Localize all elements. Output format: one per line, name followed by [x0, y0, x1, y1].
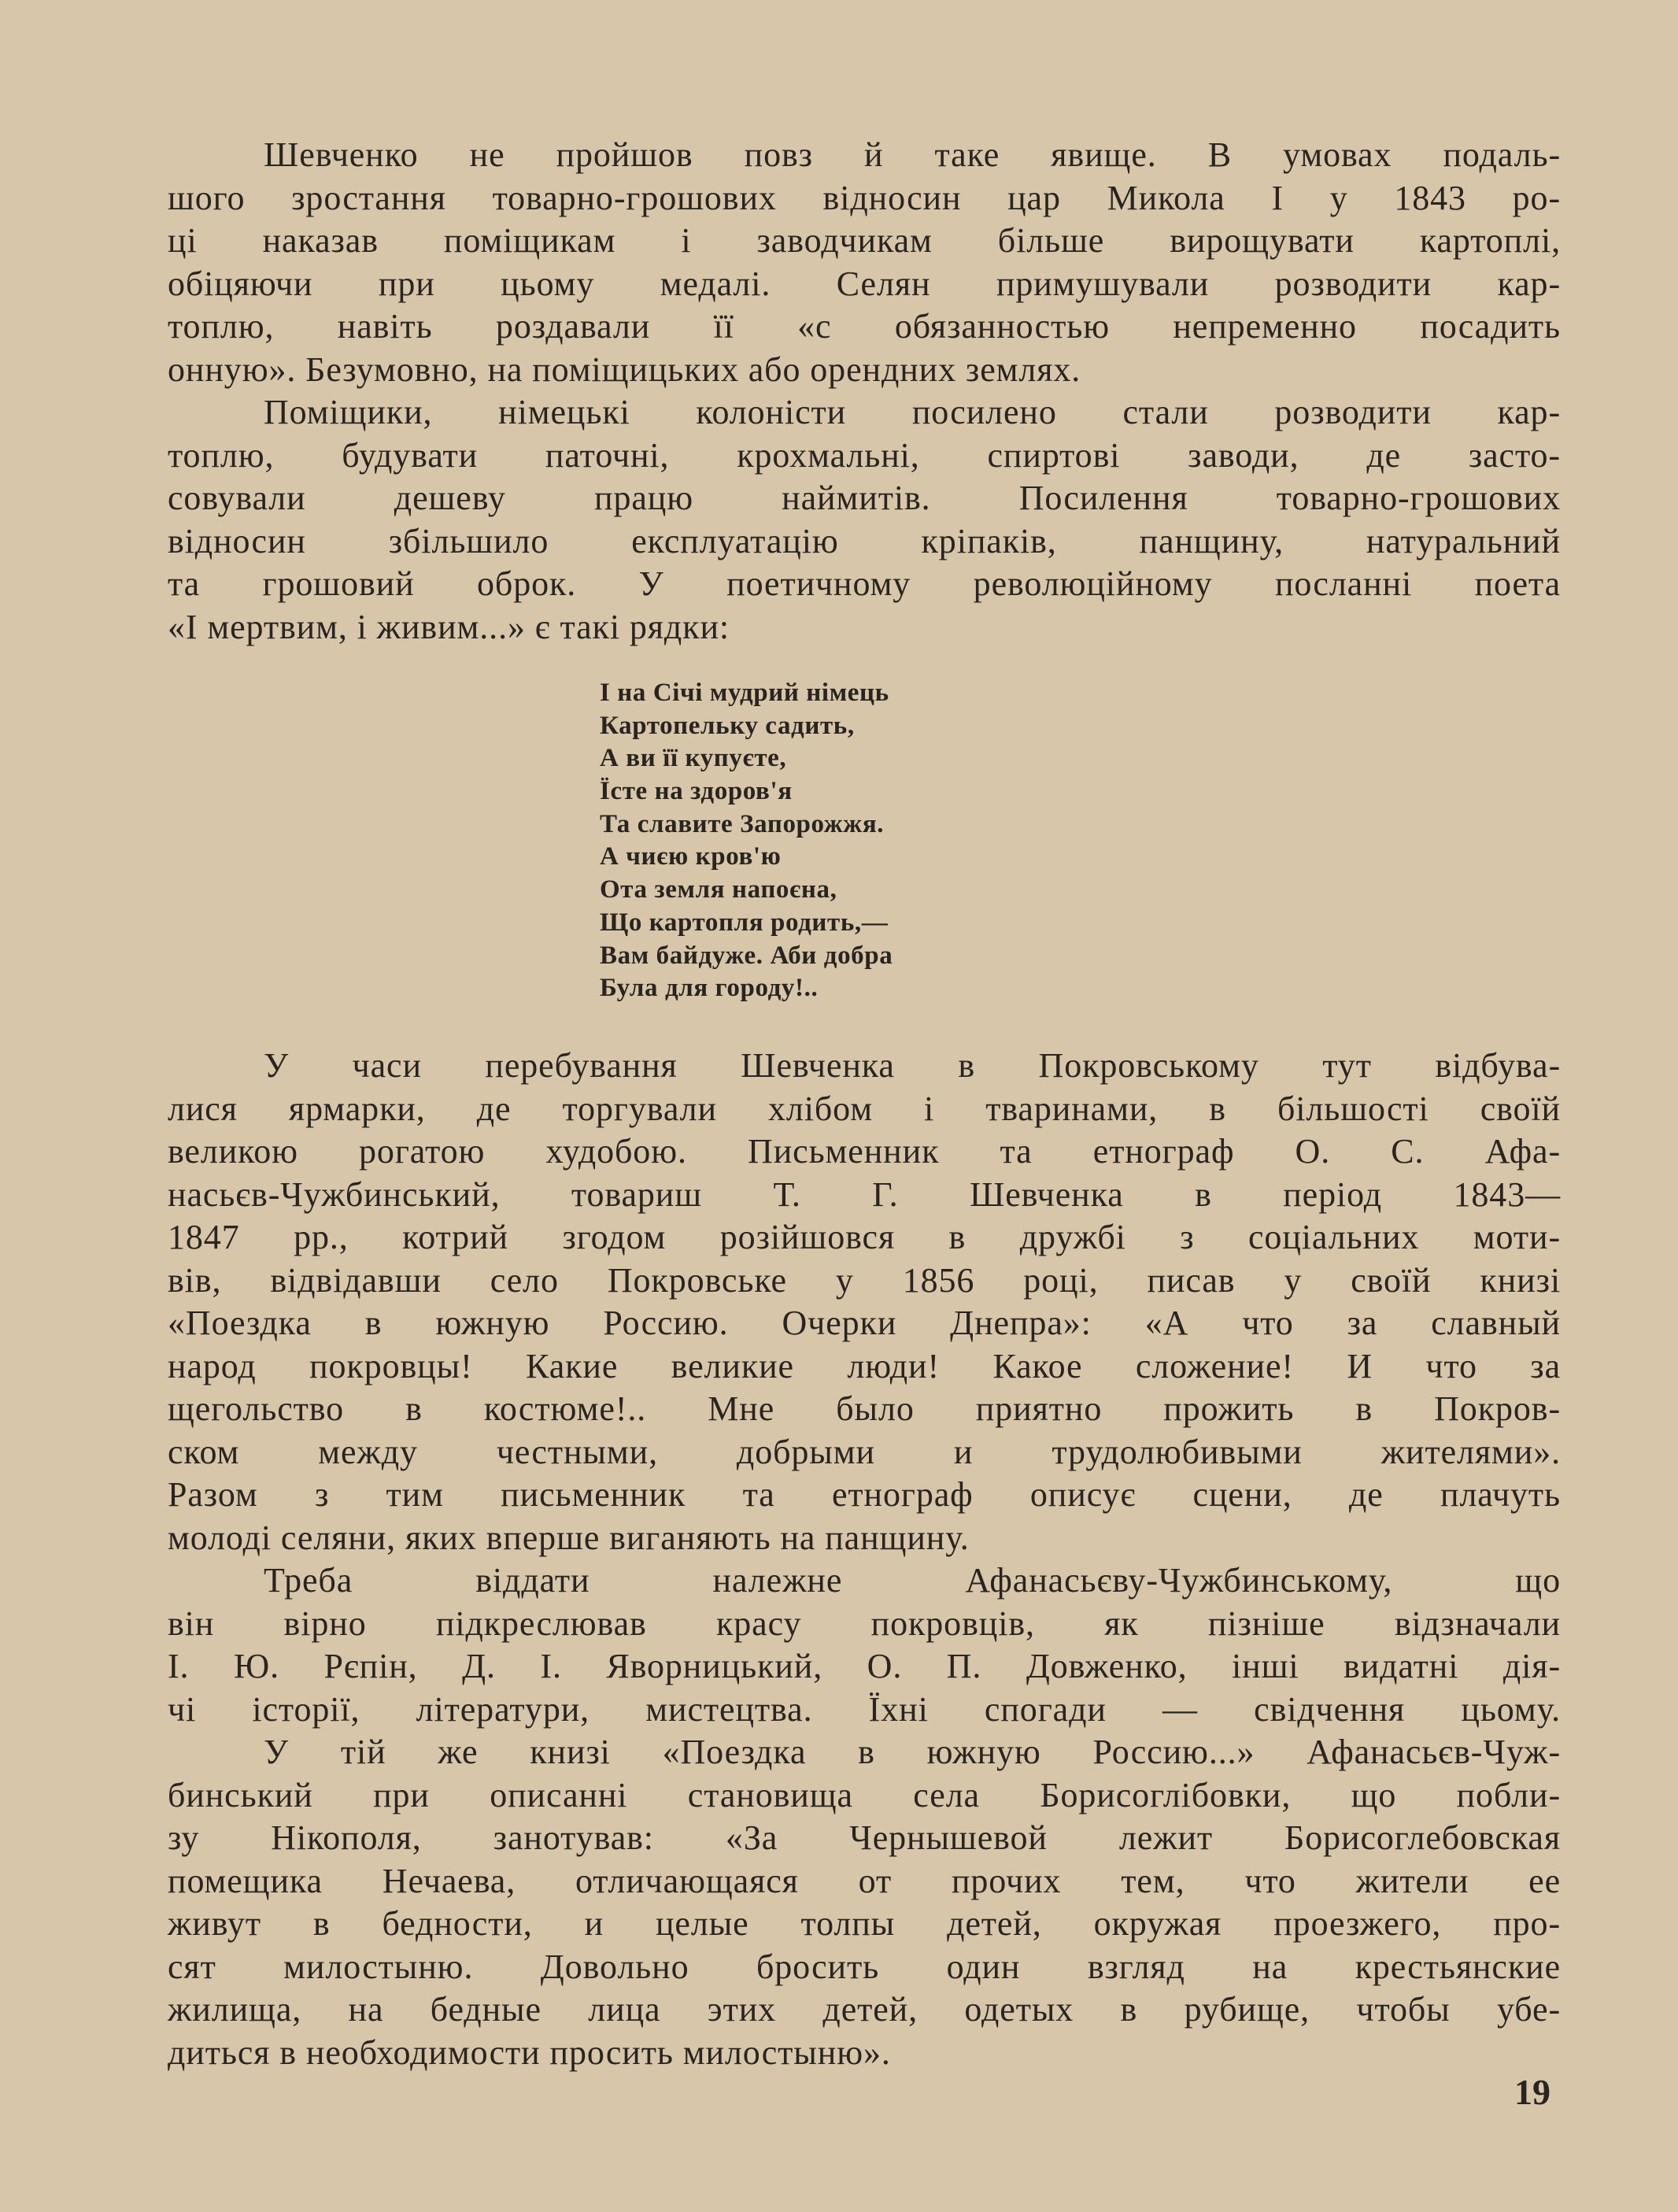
verse-line: І на Січі мудрий німець	[600, 679, 889, 707]
text-line: відносин збільшило експлуатацію кріпаків, панщину, натуральний	[168, 521, 1561, 560]
text-line: топлю, навіть роздавали її «с обязанностью непременно посадить	[168, 307, 1561, 346]
verse-quote	[600, 677, 1151, 1005]
verse-line: Що картопля родить,—	[600, 908, 889, 937]
prose-block-bottom	[168, 1045, 1561, 2074]
paragraph	[168, 134, 1561, 391]
text-line: шого зростання товарно-грошових відносин цар Микола I у 1843 ро-	[168, 178, 1561, 217]
text-line: щегольство в костюме!.. Мне было приятно прожить в Покров-	[168, 1389, 1561, 1428]
text-line: чі історії, літератури, мистецтва. Їхні спогади — свідчення цьому.	[168, 1689, 1561, 1729]
verse-line: А ви її купуєте,	[600, 744, 787, 773]
text-line: Разом з тим письменник та етнограф описує сцени, де плачуть	[168, 1475, 1561, 1514]
prose-block-top	[168, 134, 1561, 649]
text-line: У часи перебування Шевченка в Покровському тут відбува-	[264, 1046, 1561, 1085]
text-line: топлю, будувати паточні, крохмальні, спиртові заводи, де засто-	[168, 435, 1561, 475]
text-line: молоді селяни, яких вперше виганяють на панщину.	[168, 1518, 970, 1557]
verse-line: Вам байдуже. Аби добра	[600, 941, 893, 970]
text-line: ці наказав поміщикам і заводчикам більше вирощувати картоплі,	[168, 221, 1561, 260]
text-line: 1847 рр., котрий згодом розійшовся в дружбі з соціальних моти-	[168, 1218, 1561, 1256]
text-line: онную». Безумовно, на поміщицьких або орендних землях.	[168, 350, 1081, 389]
verse-line: А чиєю кров'ю	[600, 842, 782, 871]
paragraph	[168, 1045, 1561, 1559]
paragraph	[168, 1559, 1561, 1731]
text-line: лися ярмарки, де торгували хлібом і тваринами, в більшості своїй	[168, 1089, 1561, 1128]
text-line: Шевченко не пройшов повз й таке явище. В умовах подаль-	[264, 135, 1561, 174]
verse-line: Та славите Запорожжя.	[600, 809, 885, 838]
text-line: «Поездка в южную Россию. Очерки Днепра»: «А что за славный	[168, 1304, 1561, 1342]
text-line: жилища, на бедные лица этих детей, одетых в рубище, чтобы убе-	[168, 1990, 1561, 2029]
text-line: бинський при описанні становища села Борисоглібовки, що побли-	[168, 1775, 1561, 1814]
text-line: ском между честными, добрыми и трудолюбивыми жителями».	[168, 1432, 1561, 1471]
text-line: він вірно підкреслював красу покровців, як пізніше відзначали	[168, 1604, 1561, 1643]
verse-line: Ота земля напоєна,	[600, 875, 837, 904]
text-line: У тій же книзі «Поездка в южную Россию...» Афанасьєв-Чуж-	[264, 1733, 1561, 1771]
text-line: зу Нікополя, занотував: «За Чернышевой лежит Борисоглебовская	[168, 1818, 1561, 1857]
verse-line: Картопельку садить,	[600, 711, 855, 740]
paragraph	[168, 1731, 1561, 2074]
text-line: совували дешеву працю наймитів. Посилення товарно-грошових	[168, 479, 1561, 517]
text-line: І. Ю. Рєпін, Д. І. Яворницький, О. П. Довженко, інші видатні дія-	[168, 1647, 1561, 1685]
text-line: диться в необходимости просить милостыню».	[168, 2033, 891, 2072]
text-line: Треба віддати належне Афанасьєву-Чужбинському, що	[264, 1561, 1561, 1600]
text-line: великою рогатою худобою. Письменник та етнограф О. С. Афа-	[168, 1132, 1561, 1171]
text-line: обіцяючи при цьому медалі. Селян примушували розводити кар-	[168, 264, 1561, 303]
text-line: «І мертвим, і живим...» є такі рядки:	[168, 607, 730, 646]
text-line: помещика Нечаева, отличающаяся от прочих тем, что жители ее	[168, 1861, 1561, 1900]
verse-line: Була для городу!..	[600, 974, 819, 1003]
verse-line: Їсте на здоров'я	[600, 777, 793, 806]
text-line: та грошовий оброк. У поетичному революційному посланні поета	[168, 564, 1561, 603]
text-line: насьєв-Чужбинський, товариш Т. Г. Шевченка в період 1843—	[168, 1174, 1561, 1214]
text-line: Поміщики, німецькі колоністи посилено стали розводити кар-	[264, 393, 1561, 431]
text-line: сят милостыню. Довольно бросить один взгляд на крестьянские	[168, 1947, 1561, 1986]
paragraph	[168, 391, 1561, 649]
text-line: народ покровцы! Какие великие люди! Какое сложение! И что за	[168, 1346, 1561, 1385]
page-number: 19	[1514, 2072, 1550, 2112]
text-line: вів, відвідавши село Покровське у 1856 році, писав у своїй книзі	[168, 1260, 1561, 1300]
text-line: живут в бедности, и целые толпы детей, окружая проезжего, про-	[168, 1904, 1561, 1943]
